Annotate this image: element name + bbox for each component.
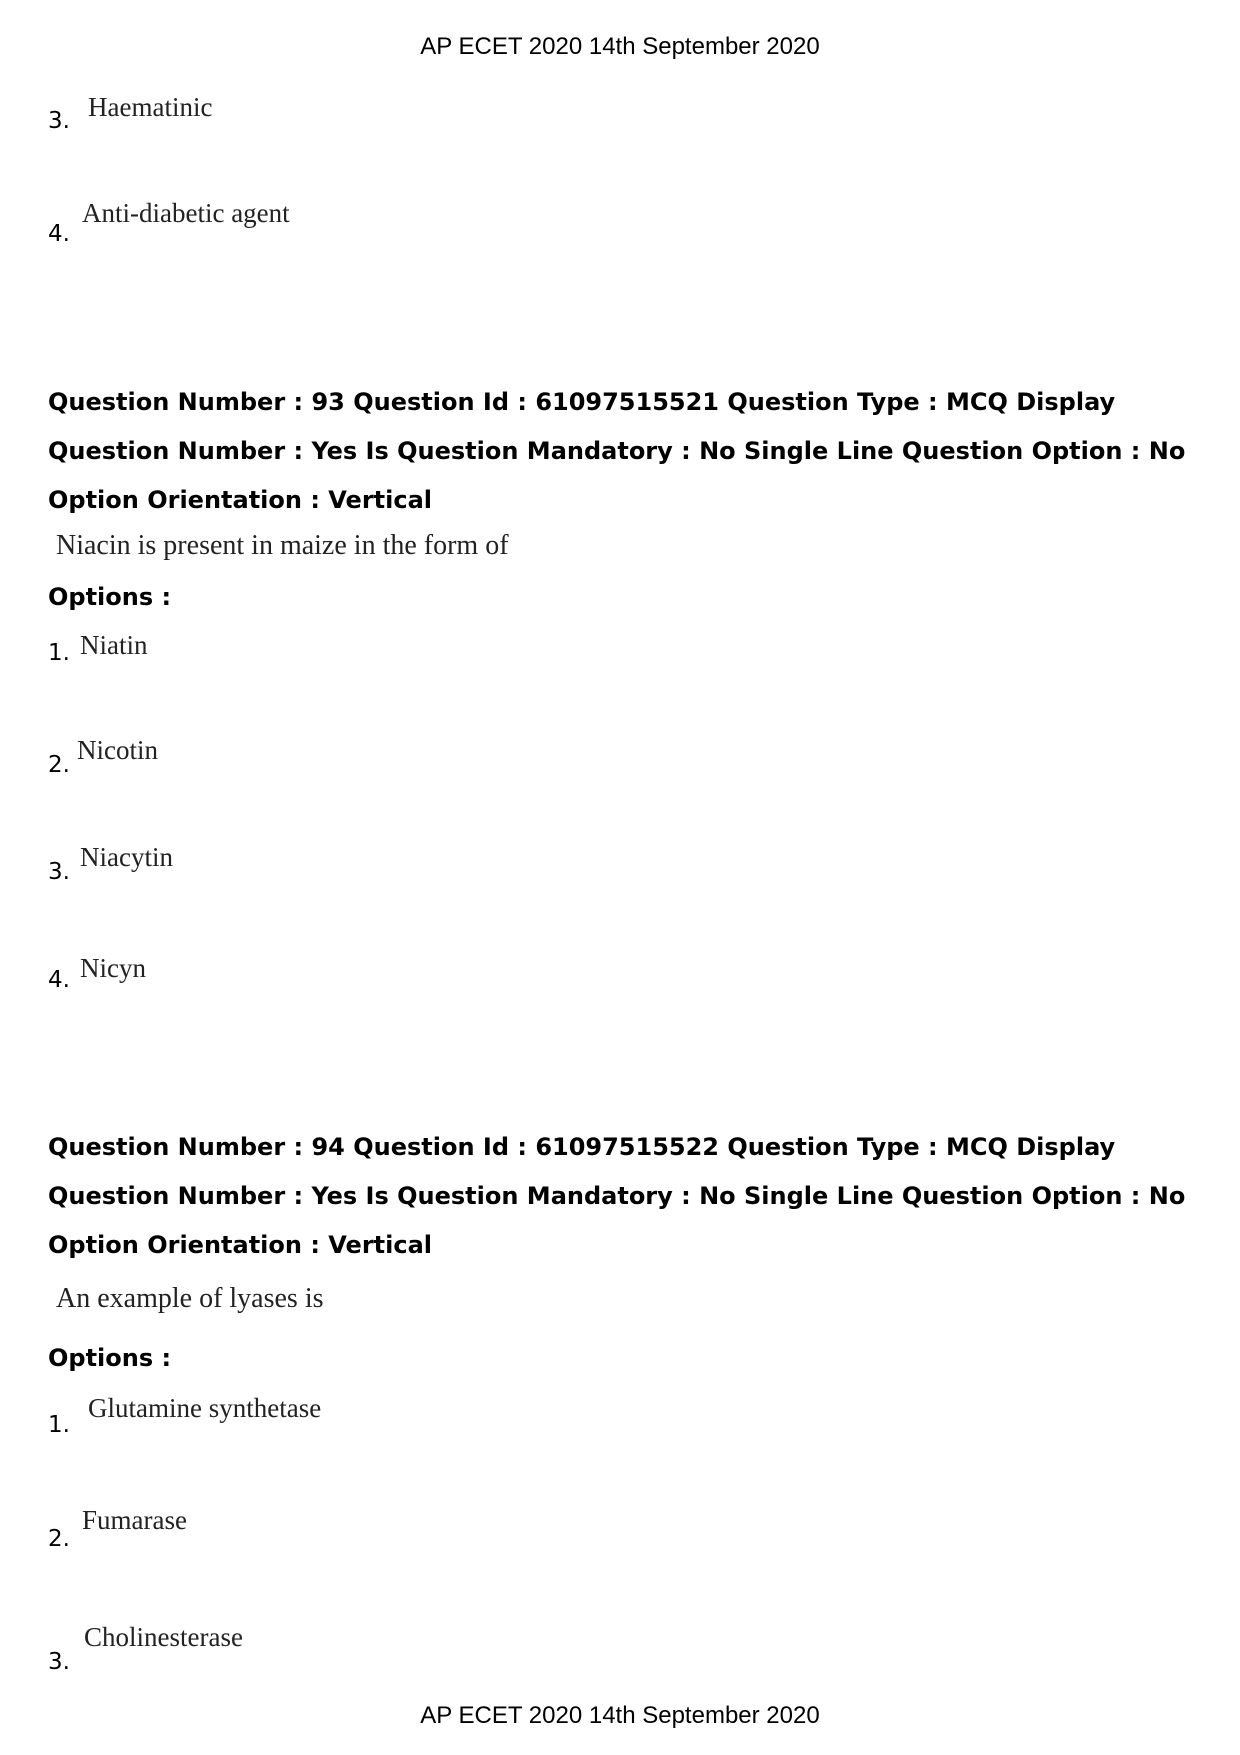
question-stem: Niacin is present in maize in the form of bbox=[56, 530, 509, 561]
option-text: Fumarase bbox=[82, 1505, 187, 1535]
option-number: 4. bbox=[48, 221, 70, 247]
option-text: Glutamine synthetase bbox=[88, 1393, 322, 1423]
option-text: Anti-diabetic agent bbox=[82, 198, 290, 228]
option-text: Nicyn bbox=[80, 953, 146, 983]
option-number: 2. bbox=[48, 1526, 70, 1552]
options-label: Options : bbox=[48, 1344, 172, 1372]
option-number: 3. bbox=[48, 108, 70, 134]
option-text: Haematinic bbox=[88, 92, 213, 122]
option-number: 3. bbox=[48, 1649, 70, 1675]
option-text: Nicotin bbox=[77, 735, 158, 765]
option-number: 3. bbox=[48, 859, 70, 885]
option-text: Cholinesterase bbox=[84, 1622, 243, 1652]
option-text: Niatin bbox=[80, 630, 148, 660]
page-footer: AP ECET 2020 14th September 2020 bbox=[420, 1702, 820, 1729]
option-number: 1. bbox=[48, 1412, 70, 1438]
option-text: Niacytin bbox=[80, 842, 173, 872]
option-number: 4. bbox=[48, 967, 70, 993]
question-meta: Question Number : 93 Question Id : 61097515521 Question Type : MCQ Display Question Number : Yes Is Question Mandatory : No Single Line Question Option : No Option Orientation : Vertical bbox=[48, 388, 1186, 514]
option-number: 2. bbox=[48, 752, 70, 778]
option-number: 1. bbox=[48, 640, 70, 666]
options-label: Options : bbox=[48, 583, 172, 611]
question-meta: Question Number : 94 Question Id : 61097515522 Question Type : MCQ Display Question Number : Yes Is Question Mandatory : No Single Line Question Option : No Option Orientation : Vertical bbox=[48, 1133, 1186, 1259]
question-stem: An example of lyases is bbox=[56, 1283, 324, 1314]
page-header: AP ECET 2020 14th September 2020 bbox=[420, 33, 820, 60]
